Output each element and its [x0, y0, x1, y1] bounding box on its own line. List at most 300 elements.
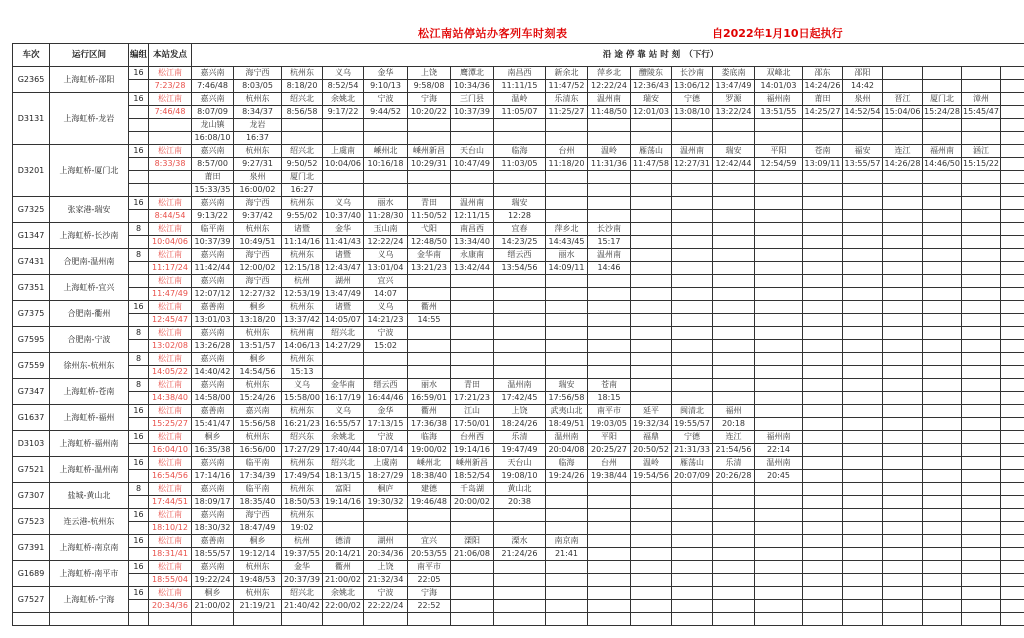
- empty-row: [13, 613, 1024, 626]
- stop-time: 14:05/07: [323, 314, 364, 327]
- stop-time: [803, 366, 843, 379]
- stop-station: 乐清: [713, 457, 755, 470]
- stop-station: 临平南: [234, 483, 282, 496]
- stop-station: 绍兴北: [282, 93, 323, 106]
- stop-time: [282, 132, 323, 145]
- stop-station: [923, 119, 962, 132]
- table-row: [13, 522, 1024, 535]
- train-route: 徐州东-杭州东: [50, 353, 129, 379]
- stop-station: [588, 301, 631, 314]
- stop-time: [803, 444, 843, 457]
- stop-station: [546, 197, 588, 210]
- stop-station: [923, 301, 962, 314]
- stop-station: 嘉兴南: [192, 197, 234, 210]
- stop-station: [631, 379, 672, 392]
- stop-time: [923, 210, 962, 223]
- stop-station: 桐庐: [364, 483, 408, 496]
- stop-time: 13:37/42: [282, 314, 323, 327]
- stop-time: [494, 288, 546, 301]
- stop-time: [923, 600, 962, 613]
- stop-station: [672, 561, 713, 574]
- empty-cell: [494, 613, 546, 626]
- stop-time: 9:37/42: [234, 210, 282, 223]
- stop-station: 连江: [883, 145, 923, 158]
- empty-cell: [234, 613, 282, 626]
- stop-station: [364, 171, 408, 184]
- stop-time: 21:19/21: [234, 600, 282, 613]
- stop-time: 19:46/48: [408, 496, 451, 509]
- stop-station: 青田: [408, 197, 451, 210]
- stop-station: 海宁西: [234, 249, 282, 262]
- stop-time: [883, 574, 923, 587]
- stop-station: 杭州东: [282, 509, 323, 522]
- stop-time: 21:00/02: [192, 600, 234, 613]
- stop-time: [713, 574, 755, 587]
- origin-departure-time: 18:55/04: [149, 574, 192, 587]
- car-count: [129, 132, 149, 145]
- car-count: [129, 470, 149, 483]
- stop-station: 杭州东: [234, 145, 282, 158]
- stop-time: 14:54/56: [234, 366, 282, 379]
- table-row: [13, 392, 1024, 405]
- stop-time: [1001, 418, 1024, 431]
- stop-station: [755, 249, 803, 262]
- car-count: [129, 340, 149, 353]
- stop-time: 13:47/49: [323, 288, 364, 301]
- stop-station: 黄山北: [494, 483, 546, 496]
- origin-station: 松江南: [149, 587, 192, 600]
- stop-time: 11:47/58: [631, 158, 672, 171]
- stop-station: 雁荡山: [631, 145, 672, 158]
- stop-time: [1001, 262, 1024, 275]
- stop-time: [631, 236, 672, 249]
- stop-station: 宜春: [494, 223, 546, 236]
- stop-station: 莆田: [192, 171, 234, 184]
- stop-time: 17:36/38: [408, 418, 451, 431]
- stop-time: 16:17/19: [323, 392, 364, 405]
- stop-station: 嘉兴南: [192, 275, 234, 288]
- stop-time: 21:40/42: [282, 600, 323, 613]
- stop-station: [631, 483, 672, 496]
- stop-time: [755, 522, 803, 535]
- stop-time: [923, 80, 962, 93]
- stop-time: [631, 340, 672, 353]
- stop-time: 20:38: [494, 496, 546, 509]
- stop-time: 7:46/48: [192, 80, 234, 93]
- car-count: [129, 314, 149, 327]
- stop-time: [803, 418, 843, 431]
- stop-time: 18:24/26: [494, 418, 546, 431]
- header-route: 运行区间: [50, 44, 129, 67]
- train-route: 合肥南-温州南: [50, 249, 129, 275]
- stop-time: [962, 132, 1001, 145]
- car-count: [129, 418, 149, 431]
- stop-station: [546, 119, 588, 132]
- stop-time: [803, 314, 843, 327]
- stop-time: [631, 184, 672, 197]
- stop-station: 诸暨: [323, 301, 364, 314]
- stop-station: [631, 171, 672, 184]
- stop-station: [962, 431, 1001, 444]
- stop-station: [494, 353, 546, 366]
- stop-station: 临海: [546, 457, 588, 470]
- stop-station: [546, 327, 588, 340]
- stop-time: [883, 262, 923, 275]
- stop-time: 19:24/26: [546, 470, 588, 483]
- stop-time: 9:50/52: [282, 158, 323, 171]
- empty-cell: [282, 613, 323, 626]
- car-count: [129, 236, 149, 249]
- stop-station: [755, 197, 803, 210]
- stop-station: [755, 171, 803, 184]
- stop-time: [883, 470, 923, 483]
- stop-time: [923, 496, 962, 509]
- stop-time: 12:48/50: [408, 236, 451, 249]
- stop-station: [713, 509, 755, 522]
- stop-station: [588, 483, 631, 496]
- stop-time: [451, 366, 494, 379]
- stop-time: 15:58/00: [282, 392, 323, 405]
- stop-station: 上饶: [408, 67, 451, 80]
- empty-cell: [451, 613, 494, 626]
- stop-station: [713, 483, 755, 496]
- origin-station: 松江南: [149, 353, 192, 366]
- stop-station: [962, 457, 1001, 470]
- stop-station: 嘉兴南: [192, 353, 234, 366]
- stop-station: 衢州: [408, 301, 451, 314]
- stop-station: [843, 561, 883, 574]
- stop-station: [883, 197, 923, 210]
- stop-station: [631, 275, 672, 288]
- stop-time: [843, 522, 883, 535]
- stop-station: [672, 509, 713, 522]
- stop-station: 鹰潭北: [451, 67, 494, 80]
- stop-time: [713, 522, 755, 535]
- effective-date: 自2022年1月10日起执行: [712, 27, 843, 40]
- stop-time: 9:27/31: [234, 158, 282, 171]
- stop-station: [1001, 197, 1024, 210]
- stop-station: [713, 249, 755, 262]
- table-row: [13, 145, 1024, 158]
- stop-station: 绍兴北: [282, 145, 323, 158]
- stop-station: 桐乡: [234, 353, 282, 366]
- stop-station: [923, 561, 962, 574]
- stop-time: 11:47/52: [546, 80, 588, 93]
- stop-station: [672, 223, 713, 236]
- stop-time: 19:38/44: [588, 470, 631, 483]
- stop-time: 19:30/32: [364, 496, 408, 509]
- stop-station: 邵东: [803, 67, 843, 80]
- stop-station: [451, 301, 494, 314]
- stop-station: [923, 379, 962, 392]
- train-number: G7307: [13, 483, 50, 509]
- stop-time: [923, 522, 962, 535]
- stop-time: [962, 392, 1001, 405]
- stop-station: 杭州东: [234, 561, 282, 574]
- stop-time: 13:01/03: [192, 314, 234, 327]
- stop-time: 13:01/04: [364, 262, 408, 275]
- stop-station: 丽水: [408, 379, 451, 392]
- stop-time: 8:18/20: [282, 80, 323, 93]
- stop-station: [451, 327, 494, 340]
- stop-time: 15:24/26: [234, 392, 282, 405]
- table-row: [13, 132, 1024, 145]
- stop-station: [672, 275, 713, 288]
- origin-departure-time: [149, 132, 192, 145]
- stop-time: [755, 288, 803, 301]
- stop-station: [631, 587, 672, 600]
- stop-station: [588, 327, 631, 340]
- stop-station: [883, 171, 923, 184]
- train-route: 张家港-瑞安: [50, 197, 129, 223]
- car-count: [129, 574, 149, 587]
- origin-departure-time: 8:33/38: [149, 158, 192, 171]
- origin-station: 松江南: [149, 67, 192, 80]
- stop-station: [843, 431, 883, 444]
- stop-station: [451, 353, 494, 366]
- stop-time: [803, 184, 843, 197]
- stop-station: [408, 275, 451, 288]
- stop-station: 武夷山北: [546, 405, 588, 418]
- stop-station: [803, 587, 843, 600]
- table-row: [13, 340, 1024, 353]
- page-title: 松江南站停站办客列车时刻表: [418, 27, 568, 40]
- car-count: 16: [129, 405, 149, 418]
- stop-time: [588, 548, 631, 561]
- stop-station: [803, 379, 843, 392]
- stop-time: [713, 548, 755, 561]
- stop-station: 宁海: [408, 93, 451, 106]
- header-along-stops: 沿 途 停 靠 站 时 刻 （下行）: [192, 44, 1024, 67]
- empty-cell: [755, 613, 803, 626]
- origin-departure-time: 20:34/36: [149, 600, 192, 613]
- table-row: [13, 106, 1024, 119]
- stop-station: 衢州: [408, 405, 451, 418]
- stop-time: [546, 340, 588, 353]
- empty-cell: [364, 613, 408, 626]
- stop-station: 宁波: [364, 93, 408, 106]
- stop-time: 17:56/58: [546, 392, 588, 405]
- stop-time: [803, 262, 843, 275]
- stop-time: 13:09/11: [803, 158, 843, 171]
- stop-time: 19:00/02: [408, 444, 451, 457]
- stop-time: [803, 392, 843, 405]
- origin-station: 松江南: [149, 145, 192, 158]
- stop-time: 16:35/38: [192, 444, 234, 457]
- stop-station: [962, 119, 1001, 132]
- origin-departure-time: 12:45/47: [149, 314, 192, 327]
- stop-station: [962, 561, 1001, 574]
- stop-station: [1001, 275, 1024, 288]
- stop-time: [923, 340, 962, 353]
- stop-time: [962, 444, 1001, 457]
- stop-station: [755, 275, 803, 288]
- stop-station: 嵊州新昌: [451, 457, 494, 470]
- stop-time: [962, 470, 1001, 483]
- stop-time: [883, 600, 923, 613]
- table-row: [13, 535, 1024, 548]
- stop-time: 13:47/49: [713, 80, 755, 93]
- stop-time: [451, 184, 494, 197]
- stop-station: 瑞安: [494, 197, 546, 210]
- stop-time: 21:31/33: [672, 444, 713, 457]
- stop-time: [843, 470, 883, 483]
- stop-time: [408, 184, 451, 197]
- stop-station: [631, 301, 672, 314]
- table-row: [13, 418, 1024, 431]
- origin-station: 松江南: [149, 301, 192, 314]
- stop-station: 杭州东: [234, 379, 282, 392]
- stop-station: 南平市: [588, 405, 631, 418]
- stop-station: [1001, 405, 1024, 418]
- stop-time: [803, 470, 843, 483]
- stop-time: [588, 522, 631, 535]
- train-route: 合肥南-衢州: [50, 301, 129, 327]
- train-route: 上海虹桥-龙岩: [50, 93, 129, 145]
- stop-time: [883, 418, 923, 431]
- car-count: 8: [129, 379, 149, 392]
- stop-station: [364, 509, 408, 522]
- stop-station: 桐乡: [192, 587, 234, 600]
- train-route: 上海虹桥-温州南: [50, 457, 129, 483]
- stop-time: 13:42/44: [451, 262, 494, 275]
- stop-time: 10:16/18: [364, 158, 408, 171]
- stop-time: [713, 236, 755, 249]
- stop-time: 16:21/23: [282, 418, 323, 431]
- stop-station: 醴陵东: [631, 67, 672, 80]
- stop-time: [494, 574, 546, 587]
- table-row: [13, 587, 1024, 600]
- stop-station: 富阳: [323, 483, 364, 496]
- stop-station: 上饶: [364, 561, 408, 574]
- stop-station: 金华: [282, 561, 323, 574]
- stop-time: [843, 392, 883, 405]
- stop-time: 18:09/17: [192, 496, 234, 509]
- stop-station: 溧阳: [451, 535, 494, 548]
- stop-station: 绍兴东: [282, 431, 323, 444]
- stop-time: 17:21/23: [451, 392, 494, 405]
- table-row: [13, 600, 1024, 613]
- stop-time: [494, 522, 546, 535]
- stop-station: [923, 509, 962, 522]
- stop-station: 南昌西: [451, 223, 494, 236]
- stop-time: 19:55/57: [672, 418, 713, 431]
- stop-time: [962, 522, 1001, 535]
- train-route: 合肥南-宁波: [50, 327, 129, 353]
- stop-station: 乐清: [494, 431, 546, 444]
- stop-station: 宜兴: [364, 275, 408, 288]
- stop-time: [672, 392, 713, 405]
- stop-time: [672, 600, 713, 613]
- stop-time: [923, 418, 962, 431]
- stop-time: 21:24/26: [494, 548, 546, 561]
- stop-time: [631, 288, 672, 301]
- stop-station: [713, 301, 755, 314]
- stop-station: [672, 301, 713, 314]
- stop-station: 杭州东: [234, 93, 282, 106]
- stop-station: [883, 483, 923, 496]
- stop-station: [755, 379, 803, 392]
- car-count: [129, 392, 149, 405]
- origin-station: 松江南: [149, 405, 192, 418]
- stop-station: 上虞南: [323, 145, 364, 158]
- timetable: [12, 43, 1024, 626]
- stop-time: [672, 288, 713, 301]
- stop-time: [546, 600, 588, 613]
- stop-time: 14:01/03: [755, 80, 803, 93]
- stop-time: [713, 262, 755, 275]
- empty-cell: [50, 613, 129, 626]
- stop-time: 20:07/09: [672, 470, 713, 483]
- stop-time: 20:04/08: [546, 444, 588, 457]
- stop-station: 宁海: [408, 587, 451, 600]
- origin-departure-time: 13:02/08: [149, 340, 192, 353]
- table-row: [13, 119, 1024, 132]
- table-row: [13, 262, 1024, 275]
- stop-time: 21:00/02: [323, 574, 364, 587]
- stop-time: 14:24/26: [803, 80, 843, 93]
- stop-time: 8:52/54: [323, 80, 364, 93]
- stop-time: [803, 548, 843, 561]
- car-count: [129, 366, 149, 379]
- stop-station: [803, 327, 843, 340]
- stop-time: 12:01/03: [631, 106, 672, 119]
- stop-time: 14:25/27: [803, 106, 843, 119]
- stop-time: 21:32/34: [364, 574, 408, 587]
- stop-station: 长沙南: [672, 67, 713, 80]
- stop-station: [451, 275, 494, 288]
- stop-time: [843, 184, 883, 197]
- stop-time: [1001, 106, 1024, 119]
- stop-station: [713, 275, 755, 288]
- car-count: 16: [129, 197, 149, 210]
- stop-time: [803, 132, 843, 145]
- stop-time: 22:00/02: [323, 600, 364, 613]
- stop-station: [408, 509, 451, 522]
- stop-time: 19:48/53: [234, 574, 282, 587]
- train-number: G1637: [13, 405, 50, 431]
- table-row: [13, 80, 1024, 93]
- stop-time: 12:53/19: [282, 288, 323, 301]
- stop-station: [883, 223, 923, 236]
- stop-time: [672, 366, 713, 379]
- stop-station: [803, 223, 843, 236]
- stop-station: [803, 483, 843, 496]
- origin-station: 松江南: [149, 93, 192, 106]
- train-number: G2365: [13, 67, 50, 93]
- car-count: 8: [129, 223, 149, 236]
- stop-time: [1001, 314, 1024, 327]
- stop-station: 连江: [713, 431, 755, 444]
- stop-station: [843, 197, 883, 210]
- stop-time: [883, 522, 923, 535]
- stop-time: [713, 366, 755, 379]
- stop-station: 溧水: [494, 535, 546, 548]
- stop-time: [364, 366, 408, 379]
- stop-time: 12:22/24: [588, 80, 631, 93]
- car-count: 16: [129, 301, 149, 314]
- stop-station: 苍南: [803, 145, 843, 158]
- stop-station: [803, 119, 843, 132]
- car-count: 8: [129, 249, 149, 262]
- stop-time: [323, 366, 364, 379]
- stop-station: [755, 587, 803, 600]
- stop-station: [843, 119, 883, 132]
- stop-time: 10:20/22: [408, 106, 451, 119]
- stop-station: [1001, 535, 1024, 548]
- stop-station: 福州南: [923, 145, 962, 158]
- car-count: [129, 158, 149, 171]
